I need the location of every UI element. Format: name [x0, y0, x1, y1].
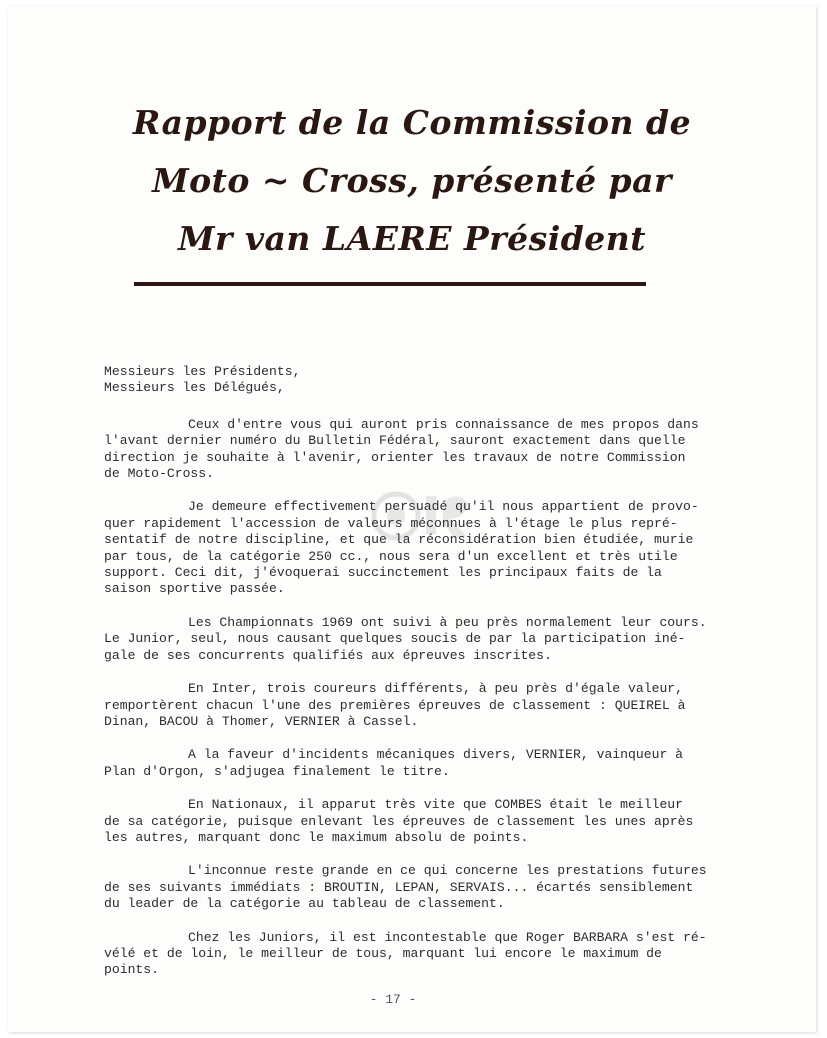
- paragraph-line: L'inconnue reste grande en ce qui concerne les prestations futures: [188, 863, 707, 879]
- paragraph-line: points.: [104, 962, 160, 978]
- paragraph: [104, 681, 754, 730]
- salutation-line: Messieurs les Présidents,: [104, 364, 301, 379]
- paragraph-line: Je demeure effectivement persuadé qu'il nous appartient de provo-: [188, 499, 699, 515]
- paragraph-line: l'avant dernier numéro du Bulletin Fédéral, sauront exactement dans quelle: [104, 433, 686, 449]
- paragraph-line: quer rapidement l'accession de valeurs méconnues à l'étage le plus repré-: [104, 515, 678, 531]
- paragraph: [104, 863, 754, 912]
- paragraph-line: de sa catégorie, puisque enlevant les épreuves de classement les unes après: [104, 813, 694, 829]
- paragraph-line: remportèrent chacun l'une des premières épreuves de classement : QUEIREL à: [104, 697, 686, 713]
- title-line: Moto ~ Cross, présenté par: [152, 161, 672, 200]
- paragraph-line: En Nationaux, il apparut très vite que COMBES était le meilleur: [188, 797, 684, 813]
- paragraph-line: sentatif de notre discipline, et que la réconsidération bien étudiée, murie: [104, 532, 694, 548]
- paragraph-line: Chez les Juniors, il est incontestable que Roger BARBARA s'est ré-: [188, 929, 707, 945]
- paragraph-line: A la faveur d'incidents mécaniques divers, VERNIER, vainqueur à: [188, 747, 684, 763]
- paragraph-line: Les Championnats 1969 ont suivi à peu près normalement leur cours.: [188, 614, 707, 630]
- salutation-line: Messieurs les Délégués,: [104, 380, 285, 396]
- paragraph-line: saison sportive passée.: [104, 581, 285, 597]
- paragraph: [104, 797, 754, 846]
- paragraph-line: par tous, de la catégorie 250 cc., nous sera d'un excellent et très utile: [104, 548, 678, 564]
- paragraph-line: de ses suivants immédiats : BROUTIN, LEPAN, SERVAIS... écartés sensiblement: [104, 879, 694, 895]
- paragraph-line: gale de ses concurrents qualifiés aux épreuves inscrites.: [104, 647, 552, 663]
- paragraph-line: En Inter, trois coureurs différents, à peu près d'égale valeur,: [188, 681, 684, 697]
- paragraph: [104, 747, 754, 780]
- paragraph-line: Dinan, BACOU à Thomer, VERNIER à Cassel.: [104, 713, 419, 729]
- paragraph-line: vélé et de loin, le meilleur de tous, marquant lui encore le maximum de: [104, 945, 662, 961]
- document-title: [8, 94, 816, 268]
- paragraph: [104, 417, 754, 483]
- title-underline: [134, 282, 646, 286]
- page-number: - 17 -: [369, 992, 417, 1007]
- paragraph-line: support. Ceci dit, j'évoquerai succinctement les principaux faits de la: [104, 565, 662, 581]
- title-line: Mr van LAERE Président: [177, 219, 647, 258]
- paragraph-line: Ceux d'entre vous qui auront pris connaissance de mes propos dans: [188, 416, 699, 432]
- letter-body: [104, 364, 754, 996]
- paragraph-line: les autres, marquant donc le maximum absolu de points.: [104, 829, 529, 845]
- paragraph: [104, 930, 754, 979]
- paragraph-line: Plan d'Orgon, s'adjugea finalement le titre.: [104, 763, 450, 779]
- paragraph: [104, 615, 754, 664]
- paragraph-line: du leader de la catégorie au tableau de classement.: [104, 896, 505, 912]
- paragraph-line: direction je souhaite à l'avenir, orienter les travaux de notre Commission: [104, 449, 686, 465]
- paragraph: [104, 499, 754, 597]
- paragraph-line: Le Junior, seul, nous causant quelques soucis de par la participation iné-: [104, 631, 686, 647]
- document-page: [8, 6, 816, 1032]
- salutation: [104, 364, 754, 397]
- title-line: Rapport de la Commission de: [132, 103, 692, 142]
- paragraph-line: de Moto-Cross.: [104, 466, 215, 482]
